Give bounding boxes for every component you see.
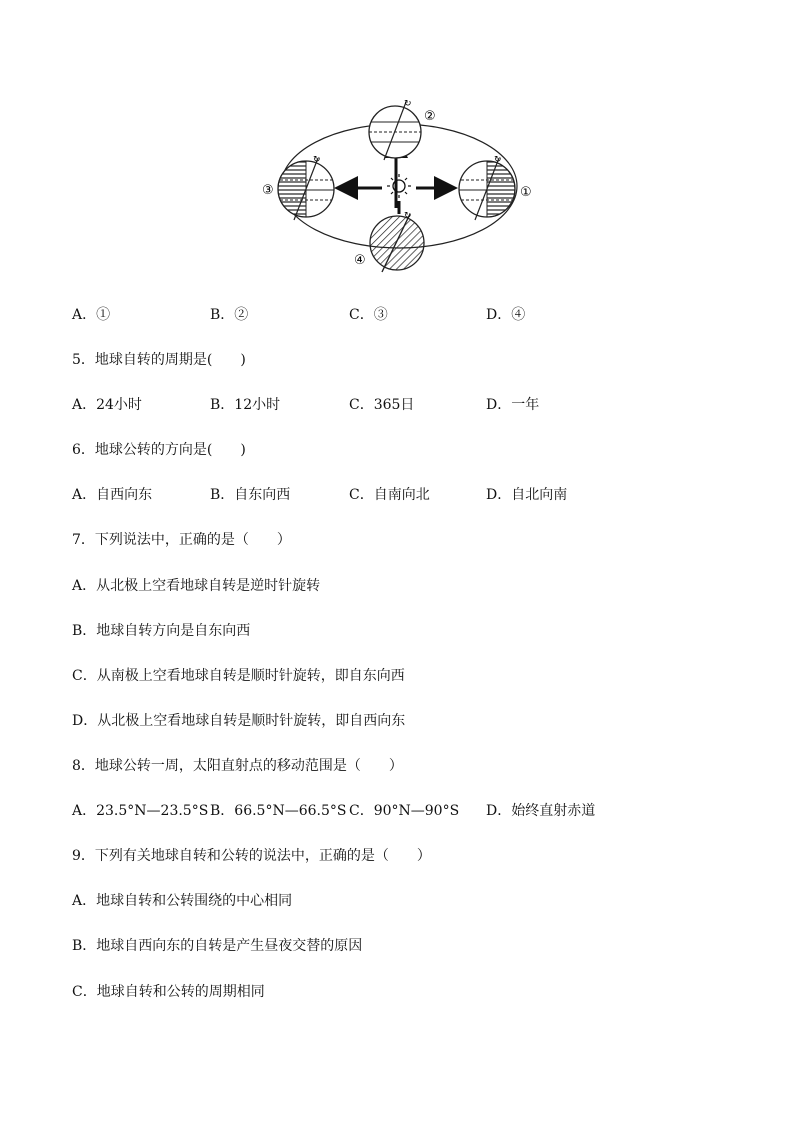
q7-option-d: D．从北极上空看地球自转是顺时针旋转，即自西向东 <box>72 713 406 729</box>
q6-option-b: B．自东向西 <box>210 487 291 503</box>
q4-option-d: D．④ <box>486 307 526 323</box>
q4-option-b: B．② <box>210 307 249 323</box>
svg-text:↻: ↻ <box>494 155 502 165</box>
earth-position-1 <box>459 155 515 220</box>
q8-option-b: B．66.5°N—66.5°S <box>210 803 347 819</box>
label-3: ③ <box>262 183 274 198</box>
q6-option-d: D．自北向南 <box>486 487 568 503</box>
label-2: ② <box>424 109 436 124</box>
svg-text:↻: ↻ <box>404 99 412 109</box>
q9-option-a: A．地球自转和公转围绕的中心相同 <box>72 893 293 909</box>
q7-stem: 7．下列说法中，正确的是（ ） <box>72 532 291 548</box>
label-4: ④ <box>354 253 366 268</box>
q8-option-d: D．始终直射赤道 <box>486 803 596 819</box>
q7-option-c: C．从南极上空看地球自转是顺时针旋转，即自东向西 <box>72 668 405 684</box>
earth-position-3 <box>278 155 334 220</box>
q6-option-c: C．自南向北 <box>349 487 430 503</box>
earth-position-2 <box>369 99 421 160</box>
q8-option-a: A．23.5°N—23.5°S <box>72 803 209 819</box>
q5-option-b: B．12小时 <box>210 397 281 413</box>
q4-option-a: A．① <box>72 307 111 323</box>
q5-option-a: A．24小时 <box>72 397 142 413</box>
q6-stem: 6．地球公转的方向是( ) <box>72 442 246 458</box>
earth-position-4 <box>370 211 424 272</box>
q8-stem: 8．地球公转一周，太阳直射点的移动范围是（ ） <box>72 758 403 774</box>
label-1: ① <box>520 185 532 200</box>
q4-option-c: C．③ <box>349 307 388 323</box>
q9-option-b: B．地球自西向东的自转是产生昼夜交替的原因 <box>72 938 363 954</box>
q7-option-b: B．地球自转方向是自东向西 <box>72 623 251 639</box>
q5-option-c: C．365日 <box>349 397 415 413</box>
svg-text:↻: ↻ <box>313 155 321 165</box>
sun-icon <box>387 174 411 198</box>
q9-stem: 9．下列有关地球自转和公转的说法中，正确的是（ ） <box>72 848 431 864</box>
earth-orbit-diagram <box>258 96 540 274</box>
q9-option-c: C．地球自转和公转的周期相同 <box>72 984 265 1000</box>
q6-option-a: A．自西向东 <box>72 487 153 503</box>
q8-option-c: C．90°N—90°S <box>349 803 460 819</box>
svg-text:↻: ↻ <box>404 211 412 221</box>
q7-option-a: A．从北极上空看地球自转是逆时针旋转 <box>72 578 321 594</box>
q5-stem: 5．地球自转的周期是( ) <box>72 352 246 368</box>
q5-option-d: D．一年 <box>486 397 540 413</box>
